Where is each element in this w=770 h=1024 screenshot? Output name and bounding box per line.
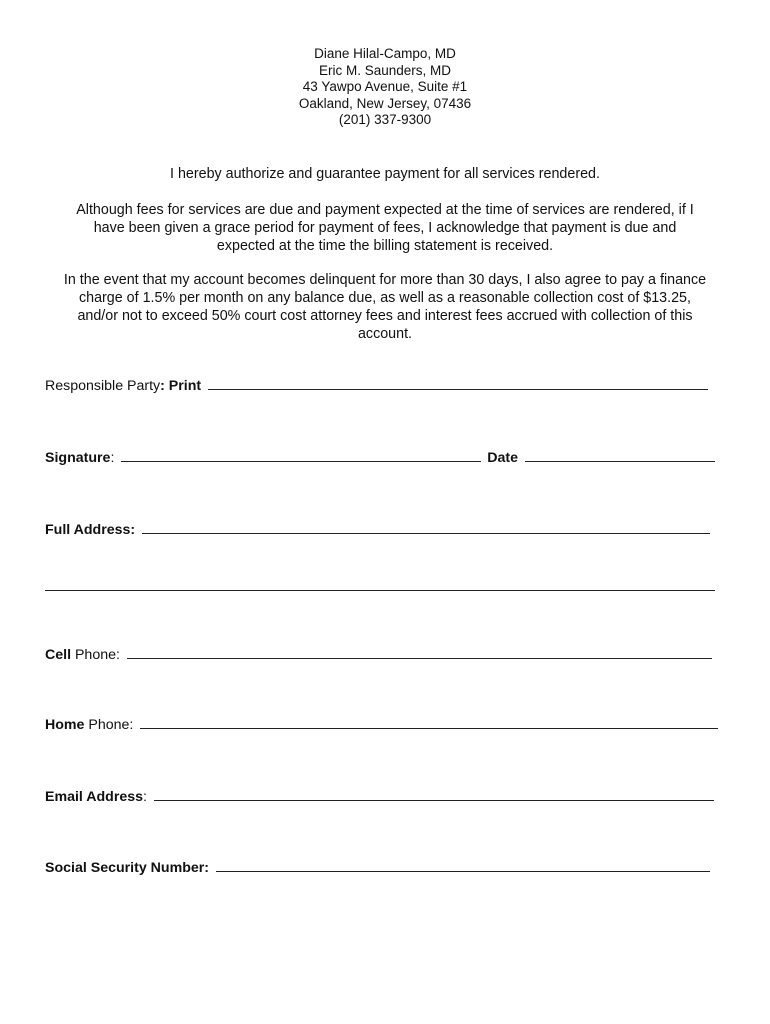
signature-colon: :: [110, 450, 115, 466]
delinquency-line-3: and/or not to exceed 50% court cost attorney fees and interest fees accrued with collection of this: [77, 308, 693, 324]
date-label: Date: [487, 450, 519, 466]
email-input-line[interactable]: [154, 788, 714, 801]
responsible-party-field: [45, 377, 708, 395]
grace-period-line-2: have been given a grace period for payment of fees, I acknowledge that payment is due and: [93, 220, 677, 236]
signature-input-line[interactable]: [121, 449, 481, 462]
ssn-input-line[interactable]: [216, 859, 710, 872]
full-address-field: [45, 521, 710, 539]
cell-phone-field: [45, 646, 712, 664]
delinquency-line-2: charge of 1.5% per month on any balance due, as well as a reasonable collection cost of $13.25,: [79, 290, 691, 306]
delinquency-line-4: account.: [357, 326, 413, 342]
full-address-label: Full Address:: [45, 522, 136, 538]
cell-phone-input-line[interactable]: [127, 646, 712, 659]
practice-street-address: 43 Yawpo Avenue, Suite #1: [302, 79, 468, 94]
authorization-statement: [40, 165, 730, 183]
full-address-input-line[interactable]: [142, 521, 710, 534]
practice-phone: (201) 337-9300: [338, 112, 432, 127]
grace-period-line-1: Although fees for services are due and payment expected at the time of services are rendered, if I: [76, 202, 694, 218]
home-phone-input-line[interactable]: [140, 716, 718, 729]
phone-label: Phone:: [71, 647, 120, 663]
doctor-name-1: Diane Hilal-Campo, MD: [314, 46, 456, 61]
delinquency-line-1: In the event that my account becomes delinquent for more than 30 days, I also agree to pay a finance: [63, 272, 707, 288]
full-address-input-line-2[interactable]: [45, 578, 715, 591]
full-address-second-line: [45, 578, 715, 596]
grace-period-paragraph: [40, 201, 730, 255]
print-label: : Print: [160, 378, 202, 394]
email-address-label: Email Address: [45, 789, 144, 805]
responsible-party-label: Responsible Party: [45, 378, 161, 394]
signature-label: Signature: [45, 450, 111, 466]
home-phone-field: [45, 716, 718, 734]
authorization-line: I hereby authorize and guarantee payment for all services rendered.: [170, 166, 600, 182]
cell-label: Cell: [45, 647, 72, 663]
grace-period-line-3: expected at the time the billing statement is received.: [216, 238, 554, 254]
email-colon: :: [143, 789, 147, 805]
doctor-name-2: Eric M. Saunders, MD: [318, 62, 452, 78]
practice-city-state-zip: Oakland, New Jersey, 07436: [298, 95, 472, 111]
ssn-label: Social Security Number:: [45, 860, 209, 876]
responsible-party-input-line[interactable]: [208, 377, 708, 390]
phone-label: Phone:: [84, 717, 134, 733]
delinquency-paragraph: [40, 271, 730, 343]
ssn-field: [45, 859, 710, 877]
signature-date-field: [45, 449, 715, 467]
email-address-field: [45, 788, 714, 806]
home-label: Home: [45, 717, 85, 733]
practice-header: [0, 46, 770, 129]
date-input-line[interactable]: [525, 449, 715, 462]
